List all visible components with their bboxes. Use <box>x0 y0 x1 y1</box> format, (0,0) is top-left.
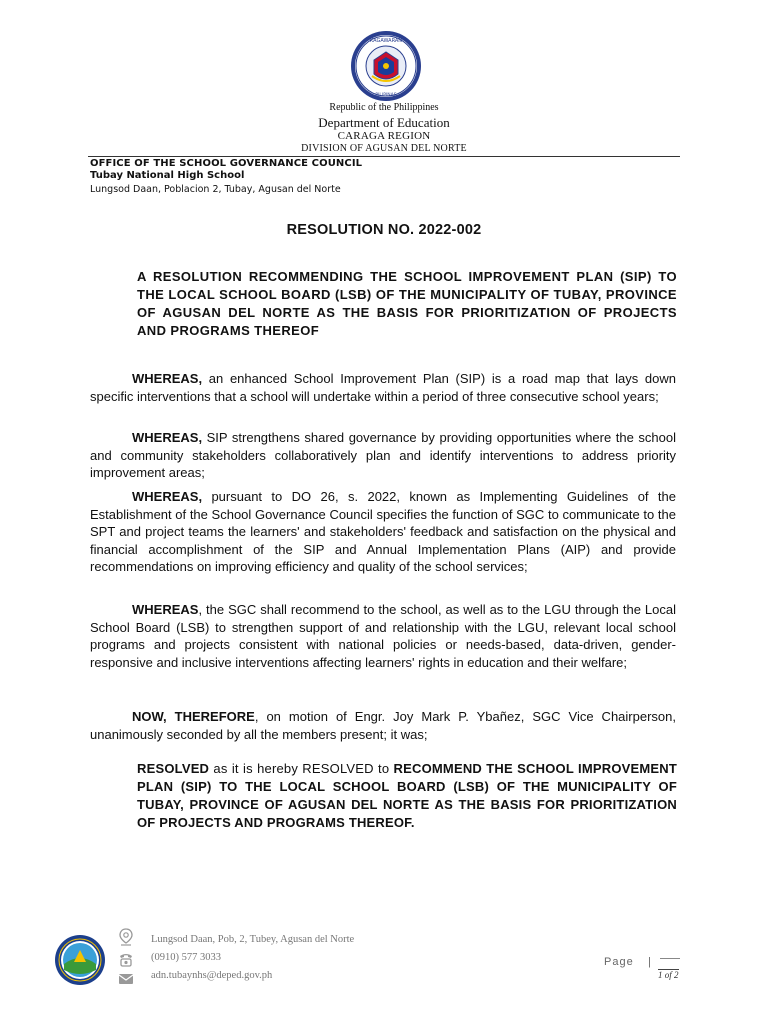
page-label: Page <box>604 956 634 968</box>
whereas-paragraph-2 <box>90 429 676 482</box>
paragraph-text: , the SGC shall recommend to the school, as well as to the LGU through the Local School Board (LSB) to strengthen support of and relationship with the LGU, relevant local school programs and projects consistent with national policies or needs-based, data-driven, gender-responsive and inclusive interventions affecting learners' rights in education and their welfare; <box>90 602 676 670</box>
school-seal-logo <box>54 934 106 986</box>
whereas-paragraph-4 <box>90 601 676 671</box>
paragraph-text: SIP strengthens shared governance by providing opportunities where the school and community stakeholders collaboratively plan and identify interventions to address priority improvement areas; <box>90 430 676 481</box>
department-line: Department of Education <box>318 115 450 130</box>
footer-email[interactable]: adn.tubaynhs@deped.gov.ph <box>151 970 273 981</box>
paragraph-lead: WHEREAS, <box>132 371 203 386</box>
paragraph-text: an enhanced School Improvement Plan (SIP) is a road map that lays down specific interventions that a school will undertake within a period of three consecutive school years; <box>90 371 676 404</box>
footer-address: Lungsod Daan, Pob, 2, Tubey, Agusan del Norte <box>151 934 355 945</box>
whereas-paragraph-1 <box>90 370 676 405</box>
paragraph-lead: WHEREAS, <box>132 430 203 445</box>
now-therefore-paragraph <box>90 708 676 743</box>
resolved-bold-text: RECOMMEND THE SCHOOL IMPROVEMENT PLAN (SIP) TO THE LOCAL SCHOOL BOARD (LSB) OF THE MUNICIPALITY OF TUBAY, PROVINCE OF AGUSAN DEL NORTE AS THE BASIS FOR PRIORITIZATION OF PROJECTS AND PROGRAMS THEREOF. <box>137 761 677 830</box>
paragraph-lead: NOW, THEREFORE <box>132 709 255 724</box>
phone-icon <box>117 950 135 968</box>
location-pin-icon <box>117 928 135 946</box>
footer-phone: (0910) 577 3033 <box>151 952 221 963</box>
office-name: OFFICE OF THE SCHOOL GOVERNANCE COUNCIL <box>90 158 363 169</box>
paragraph-lead: WHEREAS <box>132 602 199 617</box>
svg-text:PILIPINAS: PILIPINAS <box>375 93 397 98</box>
school-name: Tubay National High School <box>90 170 245 181</box>
mail-icon <box>117 970 135 988</box>
whereas-paragraph-3 <box>90 488 676 576</box>
paragraph-text: pursuant to DO 26, s. 2022, known as Implementing Guidelines of the Establishment of the School Governance Council specifies the function of SGC to communicate to the SPT and project teams the learners' and stakeholders' feedback and satisfaction on the physical and financial accomplishment of the SIP and Annual Implementation Plans (AIP) and provide recommendations on improving efficiency and quality of the school services; <box>90 489 676 575</box>
republic-line: Republic of the Philippines <box>329 102 439 113</box>
page-separator: | <box>648 956 651 968</box>
paragraph-lead: WHEREAS, <box>132 489 203 504</box>
resolved-lead: RESOLVED <box>137 761 210 776</box>
page-number: 1 of 2 <box>658 970 679 980</box>
deped-seal-logo <box>350 30 422 102</box>
header-divider <box>88 156 680 157</box>
resolution-caption: A RESOLUTION RECOMMENDING THE SCHOOL IMPROVEMENT PLAN (SIP) TO THE LOCAL SCHOOL BOARD (LSB) OF THE MUNICIPALITY OF TUBAY, PROVINCE OF AGUSAN DEL NORTE AS THE BASIS FOR PRIORITIZATION OF PROJECTS AND PROGRAMS THEREOF <box>137 269 677 338</box>
region-line: CARAGA REGION <box>337 130 431 142</box>
page-number-rule <box>660 958 680 959</box>
paragraph-text: , on motion of Engr. Joy Mark P. Ybañez, SGC Vice Chairperson, unanimously seconded by all the members present; it was; <box>90 709 676 742</box>
resolved-clause <box>137 760 677 832</box>
resolved-middle: as it is hereby RESOLVED to <box>209 761 394 776</box>
resolution-title: RESOLUTION NO. 2022-002 <box>286 222 482 238</box>
division-line: DIVISION OF AGUSAN DEL NORTE <box>301 143 467 154</box>
school-address: Lungsod Daan, Poblacion 2, Tubay, Agusan del Norte <box>90 184 341 195</box>
svg-text:KAGAWARAN: KAGAWARAN <box>369 38 403 44</box>
